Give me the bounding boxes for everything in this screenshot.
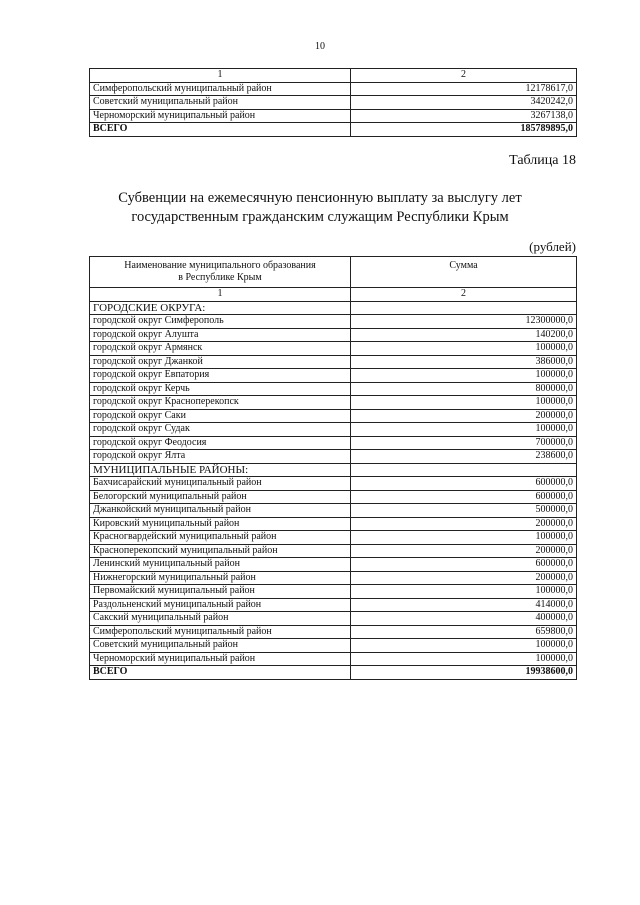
row-value-cell: 400000,0 xyxy=(351,612,577,626)
row-name-cell: Джанкойский муниципальный район xyxy=(90,504,351,518)
row-value-cell: 238600,0 xyxy=(351,450,577,464)
row-name-cell: Первомайский муниципальный район xyxy=(90,585,351,599)
row-value-cell: 100000,0 xyxy=(351,396,577,410)
column-numbers-row xyxy=(90,69,577,83)
table-row xyxy=(90,612,577,626)
section-title: ГОРОДСКИЕ ОКРУГА: xyxy=(90,301,351,315)
row-name-cell: Белогорский муниципальный район xyxy=(90,490,351,504)
row-value-cell: 600000,0 xyxy=(351,558,577,572)
row-value-cell: 659800,0 xyxy=(351,625,577,639)
table-title xyxy=(0,189,640,227)
section-empty-cell xyxy=(351,463,577,477)
table-row xyxy=(90,531,577,545)
page-number: 10 xyxy=(315,41,325,52)
row-value-cell: 200000,0 xyxy=(351,517,577,531)
table-row xyxy=(90,436,577,450)
row-value-cell: 12178617,0 xyxy=(351,82,577,96)
row-value-cell: 200000,0 xyxy=(351,571,577,585)
row-name-cell: ВСЕГО xyxy=(90,666,351,680)
row-value-cell: 200000,0 xyxy=(351,409,577,423)
table-row xyxy=(90,342,577,356)
header-name-line: Наименование муниципального образования xyxy=(124,260,316,271)
row-value-cell: 12300000,0 xyxy=(351,315,577,329)
row-value-cell: 185789895,0 xyxy=(351,123,577,137)
column-number: 2 xyxy=(351,69,577,83)
table-row xyxy=(90,517,577,531)
row-name-cell: городской округ Ялта xyxy=(90,450,351,464)
row-name-cell: городской округ Керчь xyxy=(90,382,351,396)
table-row xyxy=(90,369,577,383)
row-value-cell: 19938600,0 xyxy=(351,666,577,680)
row-value-cell: 414000,0 xyxy=(351,598,577,612)
table-row xyxy=(90,382,577,396)
table-row xyxy=(90,652,577,666)
section-header-row xyxy=(90,463,577,477)
table-row xyxy=(90,625,577,639)
row-name-cell: городской округ Саки xyxy=(90,409,351,423)
row-value-cell: 600000,0 xyxy=(351,490,577,504)
row-name-cell: Симферопольский муниципальный район xyxy=(90,625,351,639)
header-name-line: в Республике Крым xyxy=(178,272,262,283)
row-value-cell: 100000,0 xyxy=(351,342,577,356)
header-name-cell xyxy=(90,257,351,288)
row-value-cell: 500000,0 xyxy=(351,504,577,518)
table-row xyxy=(90,544,577,558)
table-row xyxy=(90,490,577,504)
table-row xyxy=(90,315,577,329)
unit-label: (рублей) xyxy=(529,239,576,254)
row-name-cell: городской округ Судак xyxy=(90,423,351,437)
row-name-cell: Ленинский муниципальный район xyxy=(90,558,351,572)
row-value-cell: 386000,0 xyxy=(351,355,577,369)
row-value-cell: 3420242,0 xyxy=(351,96,577,110)
table-row xyxy=(90,571,577,585)
row-name-cell: городской округ Симферополь xyxy=(90,315,351,329)
table-row xyxy=(90,477,577,491)
total-row xyxy=(90,123,577,137)
section-title: МУНИЦИПАЛЬНЫЕ РАЙОНЫ: xyxy=(90,463,351,477)
row-name-cell: Черноморский муниципальный район xyxy=(90,652,351,666)
section-header-row xyxy=(90,301,577,315)
table-row xyxy=(90,96,577,110)
row-value-cell: 100000,0 xyxy=(351,423,577,437)
row-name-cell: городской округ Феодосия xyxy=(90,436,351,450)
row-name-cell: городской округ Армянск xyxy=(90,342,351,356)
row-name-cell: Бахчисарайский муниципальный район xyxy=(90,477,351,491)
column-number: 1 xyxy=(90,69,351,83)
row-value-cell: 3267138,0 xyxy=(351,109,577,123)
row-name-cell: Сакский муниципальный район xyxy=(90,612,351,626)
table-header-row xyxy=(90,257,577,288)
table-row xyxy=(90,355,577,369)
row-name-cell: Красногвардейский муниципальный район xyxy=(90,531,351,545)
table-title-line: Субвенции на ежемесячную пенсионную выплату за выслугу лет xyxy=(118,190,522,206)
table-row xyxy=(90,109,577,123)
table-row xyxy=(90,423,577,437)
table-row xyxy=(90,598,577,612)
column-number: 1 xyxy=(90,288,351,302)
row-value-cell: 600000,0 xyxy=(351,477,577,491)
table-title-line: государственным гражданским служащим Республики Крым xyxy=(131,209,509,225)
subventions-table xyxy=(89,256,577,680)
table-row xyxy=(90,409,577,423)
row-name-cell: городской округ Евпатория xyxy=(90,369,351,383)
row-name-cell: Симферопольский муниципальный район xyxy=(90,82,351,96)
row-value-cell: 100000,0 xyxy=(351,639,577,653)
row-name-cell: Советский муниципальный район xyxy=(90,639,351,653)
section-empty-cell xyxy=(351,301,577,315)
table-row xyxy=(90,450,577,464)
table-row xyxy=(90,639,577,653)
row-name-cell: Красноперекопский муниципальный район xyxy=(90,544,351,558)
header-sum-cell: Сумма xyxy=(351,257,577,288)
table-row xyxy=(90,504,577,518)
row-name-cell: Советский муниципальный район xyxy=(90,96,351,110)
row-name-cell: Кировский муниципальный район xyxy=(90,517,351,531)
row-name-cell: городской округ Джанкой xyxy=(90,355,351,369)
row-name-cell: Раздольненский муниципальный район xyxy=(90,598,351,612)
table-label: Таблица 18 xyxy=(509,153,576,168)
table-row xyxy=(90,396,577,410)
table-continuation xyxy=(89,68,577,137)
row-value-cell: 140200,0 xyxy=(351,328,577,342)
column-number: 2 xyxy=(351,288,577,302)
table-row xyxy=(90,82,577,96)
row-value-cell: 200000,0 xyxy=(351,544,577,558)
row-value-cell: 100000,0 xyxy=(351,531,577,545)
column-numbers-row xyxy=(90,288,577,302)
row-name-cell: Черноморский муниципальный район xyxy=(90,109,351,123)
row-name-cell: городской округ Алушта xyxy=(90,328,351,342)
row-value-cell: 100000,0 xyxy=(351,369,577,383)
table-row xyxy=(90,328,577,342)
total-row xyxy=(90,666,577,680)
table-row xyxy=(90,585,577,599)
row-value-cell: 100000,0 xyxy=(351,585,577,599)
row-name-cell: Нижнегорский муниципальный район xyxy=(90,571,351,585)
row-value-cell: 800000,0 xyxy=(351,382,577,396)
row-name-cell: ВСЕГО xyxy=(90,123,351,137)
table-row xyxy=(90,558,577,572)
row-name-cell: городской округ Красноперекопск xyxy=(90,396,351,410)
row-value-cell: 100000,0 xyxy=(351,652,577,666)
row-value-cell: 700000,0 xyxy=(351,436,577,450)
